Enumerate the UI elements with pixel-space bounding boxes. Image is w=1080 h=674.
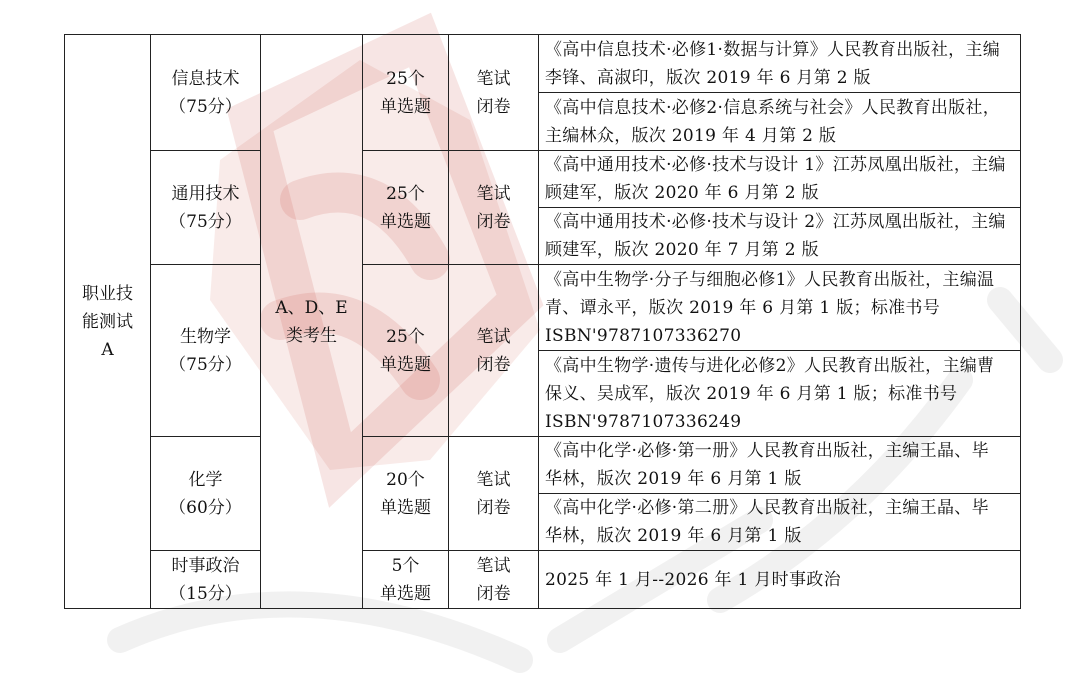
candidates-cell: A、D、E 类考生 (261, 35, 363, 609)
textbook-cell: 2025 年 1 月--2026 年 1 月时事政治 (539, 551, 1021, 609)
subject-cell: 化学 （60分） (151, 437, 261, 551)
exam-type-cell: 笔试 闭卷 (449, 151, 539, 265)
question-count-cell: 5个 单选题 (363, 551, 449, 609)
exam-syllabus-table (64, 34, 1021, 609)
textbook-cell: 《高中通用技术·必修·技术与设计 2》江苏凤凰出版社，主编顾建军，版次 2020 年 7 月第 2 版 (539, 208, 1021, 265)
category-cell: 职业技 能测试 A (65, 35, 151, 609)
exam-type-cell: 笔试 闭卷 (449, 35, 539, 151)
subject-cell: 生物学 （75分） (151, 265, 261, 437)
textbook-cell: 《高中化学·必修·第一册》人民教育出版社，主编王晶、毕华林，版次 2019 年 6 月第 1 版 (539, 437, 1021, 494)
question-count-cell: 25个 单选题 (363, 151, 449, 265)
question-count-cell: 25个 单选题 (363, 35, 449, 151)
exam-type-cell: 笔试 闭卷 (449, 265, 539, 437)
textbook-cell: 《高中信息技术·必修2·信息系统与社会》人民教育出版社，主编林众，版次 2019 年 4 月第 2 版 (539, 93, 1021, 151)
textbook-cell: 《高中生物学·分子与细胞必修1》人民教育出版社，主编温青、谭永平，版次 2019 年 6 月第 1 版；标准书号 ISBN'9787107336270 (539, 265, 1021, 351)
subject-cell: 时事政治 （15分） (151, 551, 261, 609)
question-count-cell: 25个 单选题 (363, 265, 449, 437)
exam-type-cell: 笔试 闭卷 (449, 437, 539, 551)
subject-cell: 信息技术 （75分） (151, 35, 261, 151)
exam-type-cell: 笔试 闭卷 (449, 551, 539, 609)
textbook-cell: 《高中通用技术·必修·技术与设计 1》江苏凤凰出版社，主编顾建军，版次 2020 年 6 月第 2 版 (539, 151, 1021, 208)
subject-cell: 通用技术 （75分） (151, 151, 261, 265)
textbook-cell: 《高中生物学·遗传与进化必修2》人民教育出版社，主编曹保义、吴成军，版次 2019 年 6 月第 1 版；标准书号 ISBN'9787107336249 (539, 351, 1021, 437)
question-count-cell: 20个 单选题 (363, 437, 449, 551)
textbook-cell: 《高中化学·必修·第二册》人民教育出版社，主编王晶、毕华林，版次 2019 年 6 月第 1 版 (539, 494, 1021, 551)
textbook-cell: 《高中信息技术·必修1·数据与计算》人民教育出版社，主编李锋、高淑印，版次 2019 年 6 月第 2 版 (539, 35, 1021, 93)
